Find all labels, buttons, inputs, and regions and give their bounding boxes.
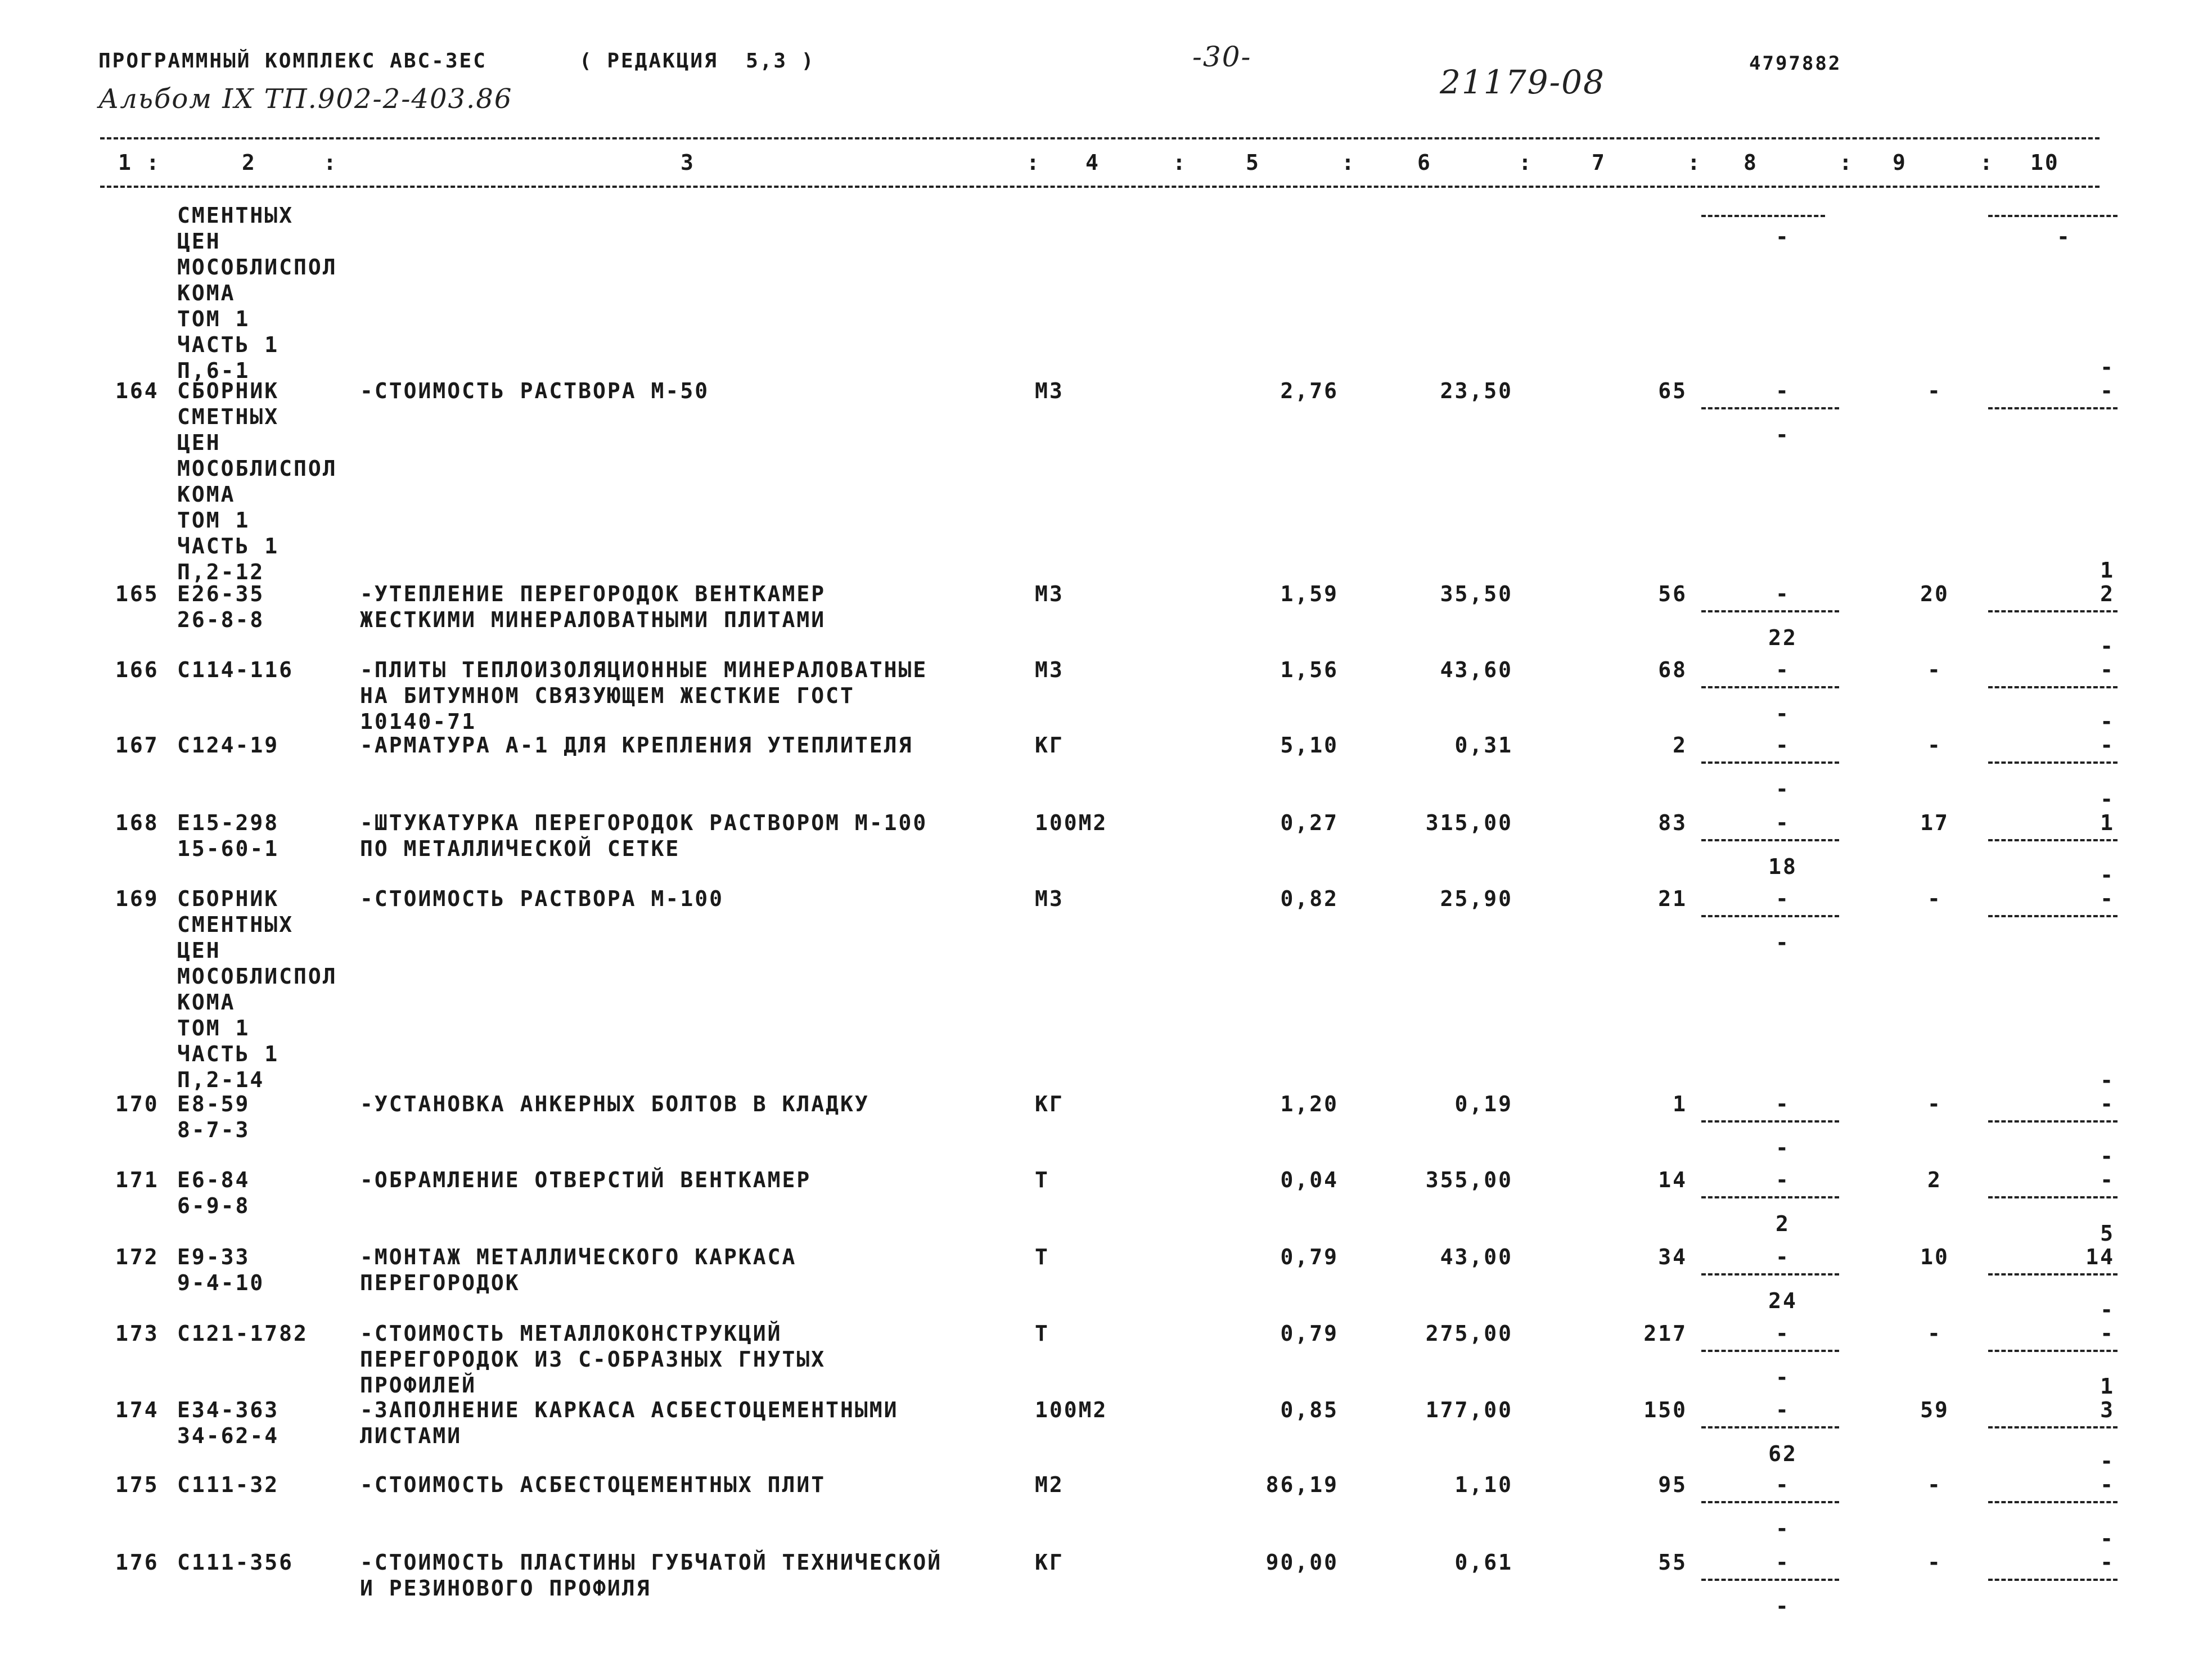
column-header-7: 7	[1592, 150, 1606, 175]
code-line: ЧАСТЬ 1	[177, 332, 280, 357]
col10-upper-value: 14	[2085, 1245, 2115, 1269]
col8-upper-value: -	[1776, 1321, 1790, 1346]
col8-divider	[1701, 1120, 1839, 1123]
code-line: МОСОБЛИСПОЛ	[177, 964, 337, 989]
col10-upper-value: -	[2100, 1092, 2115, 1116]
description-line: -ШТУКАТУРКА ПЕРЕГОРОДОК РАСТВОРОМ М-100	[360, 810, 928, 835]
col10-upper-value: -	[2100, 1321, 2115, 1346]
col10-divider	[1988, 407, 2118, 409]
row-number: 169	[115, 886, 159, 911]
col10-divider	[1988, 1501, 2118, 1503]
col10-divider	[1988, 610, 2118, 612]
column-header-4: 4	[1085, 150, 1100, 175]
col10-upper-value: -	[2100, 733, 2115, 758]
total-cost: 56	[1658, 582, 1687, 606]
col10-lower-value: -	[2100, 709, 2115, 734]
col8-upper-value: -	[1776, 1092, 1790, 1116]
description-line: НА БИТУМНОМ СВЯЗУЮЩЕМ ЖЕСТКИЕ ГОСТ	[360, 683, 855, 708]
col8-divider	[1701, 1196, 1839, 1198]
col8-upper-value: -	[1776, 886, 1790, 911]
col8-upper-value: -	[1776, 1472, 1790, 1497]
code-line: Е6-84	[177, 1168, 250, 1192]
code-line: КОМА	[177, 990, 236, 1015]
col8-divider	[1701, 215, 1825, 217]
row-number: 170	[115, 1092, 159, 1116]
column-separator: :	[1173, 150, 1187, 175]
description-line: -УТЕПЛЕНИЕ ПЕРЕГОРОДОК ВЕНТКАМЕР	[360, 582, 826, 606]
code-line: С111-32	[177, 1472, 280, 1497]
code-line: ЦЕН	[177, 938, 221, 963]
col10-upper-value: -	[2100, 378, 2115, 403]
description-line: -СТОИМОСТЬ РАСТВОРА М-100	[360, 886, 724, 911]
total-cost: 55	[1658, 1550, 1687, 1575]
code-line: ЧАСТЬ 1	[177, 534, 280, 558]
col9-value: 10	[1920, 1245, 1949, 1269]
code-line: МОСОБЛИСПОЛ	[177, 456, 337, 481]
col8-divider	[1701, 761, 1839, 764]
code-line: 6-9-8	[177, 1193, 250, 1218]
row-number: 175	[115, 1472, 159, 1497]
total-cost: 95	[1658, 1472, 1687, 1497]
col8-lower-value: -	[1776, 224, 1790, 249]
col8-lower-value: -	[1776, 930, 1790, 955]
col10-lower-value: 1	[2100, 1374, 2115, 1399]
col10-divider	[1988, 215, 2118, 217]
col9-value: -	[1927, 378, 1942, 403]
quantity: 0,82	[1280, 886, 1339, 911]
unit: М3	[1035, 657, 1064, 682]
total-cost: 217	[1643, 1321, 1687, 1346]
code-line: ТОМ 1	[177, 307, 250, 331]
col10-lower-value: -	[2100, 1526, 2115, 1551]
description-line: -ПЛИТЫ ТЕПЛОИЗОЛЯЦИОННЫЕ МИНЕРАЛОВАТНЫЕ	[360, 657, 928, 682]
col10-lower-value: -	[2057, 224, 2071, 249]
total-cost: 21	[1658, 886, 1687, 911]
column-header-3: 3	[681, 150, 695, 175]
code-line: ТОМ 1	[177, 508, 250, 533]
description-line: ПРОФИЛЕЙ	[360, 1373, 477, 1398]
column-header-5: 5	[1246, 150, 1260, 175]
description-line: -ОБРАМЛЕНИЕ ОТВЕРСТИЙ ВЕНТКАМЕР	[360, 1168, 812, 1192]
code-line: 34-62-4	[177, 1423, 280, 1448]
code-line: П,2-14	[177, 1067, 265, 1092]
col8-divider	[1701, 1273, 1839, 1276]
col10-divider	[1988, 1426, 2118, 1428]
unit: М3	[1035, 378, 1064, 403]
col10-upper-value: 2	[2100, 582, 2115, 606]
col10-upper-value: -	[2100, 1168, 2115, 1192]
col9-value: -	[1927, 657, 1942, 682]
code-line: СМЕТНЫХ	[177, 404, 280, 429]
col8-upper-value: -	[1776, 378, 1790, 403]
quantity: 0,79	[1280, 1321, 1339, 1346]
unit: КГ	[1035, 1550, 1064, 1575]
col8-lower-value: -	[1776, 1594, 1790, 1619]
col9-value: 2	[1927, 1168, 1942, 1192]
col10-divider	[1988, 686, 2118, 688]
unit: М3	[1035, 886, 1064, 911]
quantity: 2,76	[1280, 378, 1339, 403]
col10-divider	[1988, 1120, 2118, 1123]
description-line: ЖЕСТКИМИ МИНЕРАЛОВАТНЫМИ ПЛИТАМИ	[360, 607, 826, 632]
code-line: СМЕНТНЫХ	[177, 203, 294, 228]
column-separator: :	[323, 150, 338, 175]
total-cost: 150	[1643, 1398, 1687, 1422]
code-line: ЦЕН	[177, 430, 221, 455]
unit: 100М2	[1035, 1398, 1108, 1422]
column-header-10: 10	[2030, 150, 2060, 175]
row-number: 167	[115, 733, 159, 758]
description-line: И РЕЗИНОВОГО ПРОФИЛЯ	[360, 1576, 651, 1601]
col8-divider	[1701, 610, 1839, 612]
col8-lower-value: 18	[1768, 854, 1797, 879]
column-separator: :	[1341, 150, 1356, 175]
description-line: ЛИСТАМИ	[360, 1423, 462, 1448]
quantity: 1,20	[1280, 1092, 1339, 1116]
col8-lower-value: 2	[1776, 1211, 1790, 1236]
row-number: 171	[115, 1168, 159, 1192]
code-line: Е15-298	[177, 810, 280, 835]
quantity: 90,00	[1265, 1550, 1339, 1575]
col10-upper-value: -	[2100, 1550, 2115, 1575]
total-cost: 14	[1658, 1168, 1687, 1192]
column-header-1: 1	[118, 150, 133, 175]
code-line: 26-8-8	[177, 607, 265, 632]
col10-upper-value: -	[2100, 1472, 2115, 1497]
total-cost: 2	[1673, 733, 1687, 758]
col8-divider	[1701, 1426, 1839, 1428]
table-header-rule	[100, 186, 2100, 188]
col8-upper-value: -	[1776, 657, 1790, 682]
col8-lower-value: -	[1776, 701, 1790, 726]
col8-lower-value: 24	[1768, 1288, 1797, 1313]
column-separator: :	[1519, 150, 1533, 175]
unit-price: 0,19	[1454, 1092, 1513, 1116]
col9-value: 20	[1920, 582, 1949, 606]
unit-price: 1,10	[1454, 1472, 1513, 1497]
quantity: 0,79	[1280, 1245, 1339, 1269]
col8-upper-value: -	[1776, 1550, 1790, 1575]
total-cost: 83	[1658, 810, 1687, 835]
col9-value: -	[1927, 1472, 1942, 1497]
col10-divider	[1988, 1196, 2118, 1198]
description-line: -УСТАНОВКА АНКЕРНЫХ БОЛТОВ В КЛАДКУ	[360, 1092, 870, 1116]
quantity: 86,19	[1265, 1472, 1339, 1497]
col10-lower-value: -	[2100, 1068, 2115, 1093]
row-number: 168	[115, 810, 159, 835]
code-line: Е9-33	[177, 1245, 250, 1269]
col8-lower-value: -	[1776, 1135, 1790, 1160]
quantity: 0,04	[1280, 1168, 1339, 1192]
code-line: СБОРНИК	[177, 378, 280, 403]
col10-divider	[1988, 761, 2118, 764]
col10-lower-value: -	[2100, 634, 2115, 659]
unit-price: 23,50	[1440, 378, 1513, 403]
code-line: 15-60-1	[177, 836, 280, 861]
row-number: 165	[115, 582, 159, 606]
code-line: ЦЕН	[177, 229, 221, 254]
page-number: -30-	[1192, 40, 1252, 73]
col10-lower-value: -	[2100, 355, 2115, 380]
description-line: -СТОИМОСТЬ РАСТВОРА М-50	[360, 378, 710, 403]
col8-divider	[1701, 915, 1839, 917]
col8-upper-value: -	[1776, 1168, 1790, 1192]
column-header-9: 9	[1893, 150, 1907, 175]
code-line: МОСОБЛИСПОЛ	[177, 255, 337, 280]
col8-upper-value: -	[1776, 1398, 1790, 1422]
column-separator: :	[1687, 150, 1702, 175]
col8-divider	[1701, 686, 1839, 688]
col8-lower-value: -	[1776, 1516, 1790, 1541]
quantity: 0,27	[1280, 810, 1339, 835]
col8-lower-value: 22	[1768, 625, 1797, 650]
description-line: -СТОИМОСТЬ АСБЕСТОЦЕМЕНТНЫХ ПЛИТ	[360, 1472, 826, 1497]
unit-price: 25,90	[1440, 886, 1513, 911]
code-line: ЧАСТЬ 1	[177, 1042, 280, 1066]
col9-value: -	[1927, 1550, 1942, 1575]
code-line: ТОМ 1	[177, 1016, 250, 1040]
col8-upper-value: -	[1776, 733, 1790, 758]
code-line: СМЕНТНЫХ	[177, 912, 294, 937]
row-number: 164	[115, 378, 159, 403]
unit-price: 355,00	[1425, 1168, 1513, 1192]
code-line: КОМА	[177, 482, 236, 507]
column-header-2: 2	[242, 150, 256, 175]
unit-price: 315,00	[1425, 810, 1513, 835]
total-cost: 65	[1658, 378, 1687, 403]
row-number: 166	[115, 657, 159, 682]
total-cost: 1	[1673, 1092, 1687, 1116]
table-top-rule	[100, 137, 2100, 139]
column-header-8: 8	[1744, 150, 1758, 175]
col9-value: -	[1927, 886, 1942, 911]
code-line: С121-1782	[177, 1321, 308, 1346]
col8-lower-value: 62	[1768, 1441, 1797, 1466]
col10-lower-value: -	[2100, 863, 2115, 887]
code-line: 9-4-10	[177, 1270, 265, 1295]
unit-price: 0,61	[1454, 1550, 1513, 1575]
col10-lower-value: -	[2100, 787, 2115, 812]
col8-divider	[1701, 839, 1839, 841]
column-header-6: 6	[1417, 150, 1432, 175]
code-line: КОМА	[177, 281, 236, 305]
col8-lower-value: -	[1776, 1365, 1790, 1390]
col10-upper-value: -	[2100, 657, 2115, 682]
col9-value: 59	[1920, 1398, 1949, 1422]
quantity: 0,85	[1280, 1398, 1339, 1422]
description-line: -ЗАПОЛНЕНИЕ КАРКАСА АСБЕСТОЦЕМЕНТНЫМИ	[360, 1398, 899, 1422]
code-line: 8-7-3	[177, 1117, 250, 1142]
unit: 100М2	[1035, 810, 1108, 835]
row-number: 173	[115, 1321, 159, 1346]
program-title: ПРОГРАММНЫЙ КОМПЛЕКС АВС-3ЕС	[98, 49, 487, 73]
col10-lower-value: -	[2100, 1297, 2115, 1322]
unit: Т	[1035, 1168, 1049, 1192]
column-separator: :	[146, 150, 161, 175]
unit: Т	[1035, 1321, 1049, 1346]
code-line: П,2-12	[177, 560, 265, 584]
total-cost: 68	[1658, 657, 1687, 682]
col8-lower-value: -	[1776, 422, 1790, 447]
unit-price: 275,00	[1425, 1321, 1513, 1346]
code-line: Е26-35	[177, 582, 265, 606]
col10-lower-value: 1	[2100, 558, 2115, 583]
code-line: Е34-363	[177, 1398, 280, 1422]
col10-upper-value: -	[2100, 886, 2115, 911]
col8-upper-value: -	[1776, 1245, 1790, 1269]
unit: КГ	[1035, 1092, 1064, 1116]
unit: Т	[1035, 1245, 1049, 1269]
col9-value: 17	[1920, 810, 1949, 835]
edition-label: ( РЕДАКЦИЯ 5,3 )	[579, 49, 816, 73]
col10-upper-value: 3	[2100, 1398, 2115, 1422]
code-line: С111-356	[177, 1550, 294, 1575]
code-line: Е8-59	[177, 1092, 250, 1116]
code-line: С124-19	[177, 733, 280, 758]
column-separator: :	[1980, 150, 1994, 175]
col10-lower-value: 5	[2100, 1221, 2115, 1246]
total-cost: 34	[1658, 1245, 1687, 1269]
description-line: ПО МЕТАЛЛИЧЕСКОЙ СЕТКЕ	[360, 836, 681, 861]
col9-value: -	[1927, 1092, 1942, 1116]
unit: КГ	[1035, 733, 1064, 758]
col9-value: -	[1927, 733, 1942, 758]
unit: М3	[1035, 582, 1064, 606]
code-line: С114-116	[177, 657, 294, 682]
unit: М2	[1035, 1472, 1064, 1497]
code-line: П,6-1	[177, 358, 250, 383]
row-number: 172	[115, 1245, 159, 1269]
col8-divider	[1701, 407, 1839, 409]
description-line: -СТОИМОСТЬ ПЛАСТИНЫ ГУБЧАТОЙ ТЕХНИЧЕСКОЙ	[360, 1550, 943, 1575]
description-line: ПЕРЕГОРОДОК ИЗ С-ОБРАЗНЫХ ГНУТЫХ	[360, 1347, 826, 1372]
col10-divider	[1988, 839, 2118, 841]
unit-price: 35,50	[1440, 582, 1513, 606]
description-line: -МОНТАЖ МЕТАЛЛИЧЕСКОГО КАРКАСА	[360, 1245, 797, 1269]
col10-divider	[1988, 1579, 2118, 1581]
description-line: ПЕРЕГОРОДОК	[360, 1270, 520, 1295]
col9-value: -	[1927, 1321, 1942, 1346]
quantity: 5,10	[1280, 733, 1339, 758]
column-separator: :	[1839, 150, 1854, 175]
col8-divider	[1701, 1501, 1839, 1503]
unit-price: 43,60	[1440, 657, 1513, 682]
col8-lower-value: -	[1776, 777, 1790, 801]
column-separator: :	[1026, 150, 1041, 175]
unit-price: 43,00	[1440, 1245, 1513, 1269]
description-line: -СТОИМОСТЬ МЕТАЛЛОКОНСТРУКЦИЙ	[360, 1321, 782, 1346]
code-line: СБОРНИК	[177, 886, 280, 911]
col10-divider	[1988, 1273, 2118, 1276]
unit-price: 177,00	[1425, 1398, 1513, 1422]
col8-upper-value: -	[1776, 810, 1790, 835]
description-line: -АРМАТУРА А-1 ДЛЯ КРЕПЛЕНИЯ УТЕПЛИТЕЛЯ	[360, 733, 913, 758]
quantity: 1,56	[1280, 657, 1339, 682]
row-number: 176	[115, 1550, 159, 1575]
serial-number: 4797882	[1749, 52, 1842, 75]
unit-price: 0,31	[1454, 733, 1513, 758]
col10-divider	[1988, 1350, 2118, 1352]
col10-lower-value: -	[2100, 1449, 2115, 1473]
album-reference: Альбом IX ТП.902-2-403.86	[98, 83, 513, 115]
description-line: 10140-71	[360, 709, 477, 734]
col8-divider	[1701, 1350, 1839, 1352]
col8-upper-value: -	[1776, 582, 1790, 606]
col10-divider	[1988, 915, 2118, 917]
document-number: 21179-08	[1440, 63, 1605, 101]
col10-lower-value: -	[2100, 1144, 2115, 1169]
col10-upper-value: 1	[2100, 810, 2115, 835]
row-number: 174	[115, 1398, 159, 1422]
quantity: 1,59	[1280, 582, 1339, 606]
col8-divider	[1701, 1579, 1839, 1581]
